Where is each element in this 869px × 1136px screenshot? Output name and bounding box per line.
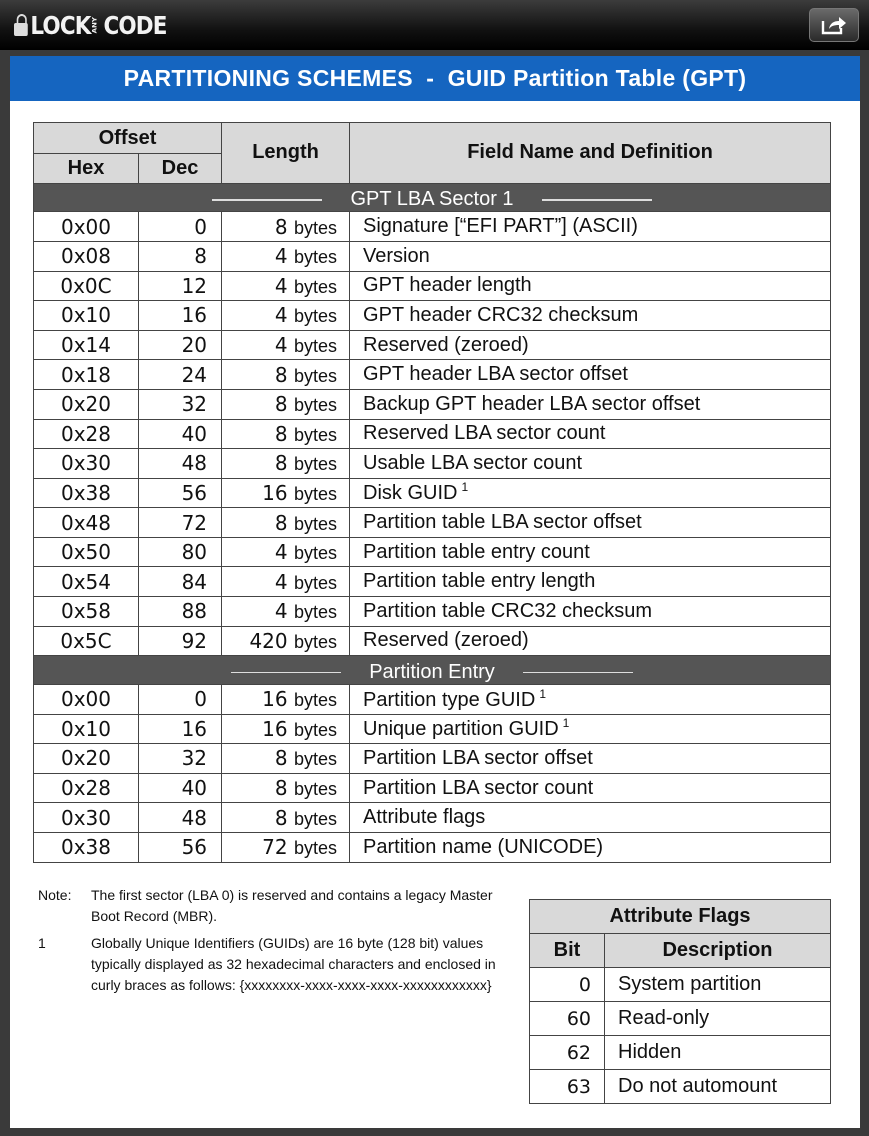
field-name [350, 597, 831, 627]
dec-offset: 0 [139, 685, 222, 715]
field-name-text: Disk GUID [363, 482, 458, 505]
length-unit: bytes [293, 217, 338, 238]
dec-offset: 92 [139, 626, 222, 656]
field-name-text: Backup GPT header LBA sector offset [363, 392, 701, 415]
field-length [222, 330, 350, 360]
offset-header: Offset [34, 123, 222, 154]
field-length [222, 685, 350, 715]
length-value: 8 [274, 805, 288, 830]
field-length [222, 597, 350, 627]
length-unit: bytes [293, 247, 338, 268]
field-name-text: Partition LBA sector offset [363, 746, 593, 769]
field-length [222, 832, 350, 862]
hex-offset: 0x5C [34, 626, 139, 656]
flag-bit: 0 [530, 968, 605, 1002]
field-name [350, 478, 831, 508]
flag-bit: 60 [530, 1002, 605, 1036]
field-name [350, 449, 831, 479]
length-unit: bytes [293, 395, 338, 416]
hex-offset: 0x20 [34, 389, 139, 419]
length-unit: bytes [293, 808, 338, 829]
length-value: 72 [262, 835, 288, 860]
attribute-flags-table [529, 899, 831, 1104]
field-name [350, 419, 831, 449]
table-row [34, 419, 831, 449]
description-header: Description [605, 934, 831, 968]
logo-code-text: CODE [103, 10, 167, 40]
field-name-text: GPT header CRC32 checksum [363, 303, 639, 326]
dec-offset: 40 [139, 773, 222, 803]
length-unit: bytes [293, 719, 338, 740]
footnote-ref: 1 [461, 480, 469, 495]
app-logo [14, 9, 167, 41]
field-name [350, 301, 831, 331]
field-name-text: Attribute flags [363, 806, 486, 829]
length-unit: bytes [293, 572, 338, 593]
page-title: PARTITIONING SCHEMES - GUID Partition Table (GPT) [10, 56, 860, 101]
hex-offset: 0x14 [34, 330, 139, 360]
field-name [350, 360, 831, 390]
length-unit: bytes [293, 454, 338, 475]
hex-offset: 0x50 [34, 537, 139, 567]
field-name [350, 508, 831, 538]
length-value: 4 [274, 599, 288, 624]
hex-offset: 0x38 [34, 478, 139, 508]
field-length [222, 508, 350, 538]
length-value: 8 [274, 214, 288, 239]
note-mark: 1 [38, 935, 46, 951]
field-name-text: GPT header length [363, 274, 532, 297]
table-row [34, 803, 831, 833]
length-value: 4 [274, 244, 288, 269]
field-name [350, 744, 831, 774]
table-row [34, 626, 831, 656]
divider [542, 199, 652, 201]
field-length [222, 419, 350, 449]
dec-offset: 56 [139, 478, 222, 508]
field-name-text: Partition table LBA sector offset [363, 511, 642, 534]
length-value: 4 [274, 273, 288, 298]
logo-any-text: ANY [91, 16, 99, 34]
field-name [350, 212, 831, 242]
section-title: GPT LBA Sector 1 [350, 188, 514, 211]
footnote-ref: 1 [539, 686, 546, 701]
field-length [222, 773, 350, 803]
table-row [34, 597, 831, 627]
flag-description: Read-only [605, 1002, 831, 1036]
dec-offset: 48 [139, 449, 222, 479]
dec-offset: 84 [139, 567, 222, 597]
field-name-text: Reserved (zeroed) [363, 629, 529, 652]
section-header [34, 656, 831, 685]
dec-offset: 8 [139, 241, 222, 271]
table-row [34, 241, 831, 271]
table-row [34, 832, 831, 862]
flag-description: System partition [605, 968, 831, 1002]
section-title: Partition Entry [369, 661, 495, 683]
length-unit: bytes [293, 602, 338, 623]
hex-header: Hex [34, 154, 139, 184]
length-unit: bytes [293, 779, 338, 800]
hex-offset: 0x00 [34, 685, 139, 715]
flag-row [530, 968, 831, 1002]
flag-description: Do not automount [605, 1070, 831, 1104]
field-length [222, 478, 350, 508]
field-name [350, 537, 831, 567]
length-value: 16 [262, 687, 288, 712]
field-length [222, 537, 350, 567]
table-row [34, 360, 831, 390]
field-header: Field Name and Definition [350, 123, 831, 184]
length-unit: bytes [293, 749, 338, 770]
table-row [34, 714, 831, 744]
table-row [34, 330, 831, 360]
table-row [34, 212, 831, 242]
share-icon [820, 14, 848, 36]
length-unit: bytes [293, 424, 338, 445]
field-length [222, 803, 350, 833]
table-row [34, 478, 831, 508]
field-name-text: Partition table CRC32 checksum [363, 599, 653, 622]
hex-offset: 0x54 [34, 567, 139, 597]
flag-bit: 63 [530, 1070, 605, 1104]
bit-header: Bit [530, 934, 605, 968]
hex-offset: 0x30 [34, 803, 139, 833]
table-row [34, 389, 831, 419]
dec-offset: 56 [139, 832, 222, 862]
field-length [222, 301, 350, 331]
section-cell [34, 656, 831, 685]
note-text: Globally Unique Identifiers (GUIDs) are 16 byte (128 bit) values typically displayed as 32 hexadecimal characters and enclosed in curly braces as follows: {xxxxxxxx-xxxx-xxxx-xxxx-xxxxxxxxxxxx} [91, 935, 496, 993]
hex-offset: 0x0C [34, 271, 139, 301]
note-text: The first sector (LBA 0) is reserved and contains a legacy Master Boot Record (MBR). [91, 887, 493, 924]
divider [212, 199, 322, 201]
dec-offset: 16 [139, 301, 222, 331]
field-length [222, 360, 350, 390]
flag-bit: 62 [530, 1036, 605, 1070]
hex-offset: 0x28 [34, 419, 139, 449]
field-name [350, 241, 831, 271]
field-name [350, 803, 831, 833]
hex-offset: 0x48 [34, 508, 139, 538]
dec-offset: 40 [139, 419, 222, 449]
field-name-text: Usable LBA sector count [363, 451, 583, 474]
table-row [34, 271, 831, 301]
length-unit: bytes [293, 513, 338, 534]
table-row [34, 567, 831, 597]
dec-offset: 32 [139, 389, 222, 419]
notes [38, 885, 518, 1002]
dec-header: Dec [139, 154, 222, 184]
divider [523, 672, 633, 674]
length-value: 8 [274, 510, 288, 535]
length-unit: bytes [293, 276, 338, 297]
flag-row [530, 1036, 831, 1070]
dec-offset: 72 [139, 508, 222, 538]
padlock-icon [14, 14, 28, 36]
length-value: 8 [274, 746, 288, 771]
dec-offset: 20 [139, 330, 222, 360]
field-name-text: Unique partition GUID [363, 718, 559, 741]
dec-offset: 80 [139, 537, 222, 567]
field-length [222, 744, 350, 774]
share-button[interactable] [809, 8, 859, 42]
length-value: 8 [274, 362, 288, 387]
length-unit: bytes [293, 336, 338, 357]
dec-offset: 24 [139, 360, 222, 390]
length-value: 8 [274, 392, 288, 417]
note-item [38, 885, 518, 927]
table-row [34, 744, 831, 774]
note-mark: Note: [38, 887, 72, 903]
length-unit: bytes [293, 306, 338, 327]
hex-offset: 0x58 [34, 597, 139, 627]
field-name-text: GPT header LBA sector offset [363, 363, 628, 386]
table-row [34, 773, 831, 803]
field-name [350, 330, 831, 360]
length-unit: bytes [293, 483, 338, 504]
field-length [222, 389, 350, 419]
footnote-ref: 1 [562, 716, 570, 731]
length-value: 16 [262, 480, 288, 505]
field-name [350, 271, 831, 301]
hex-offset: 0x00 [34, 212, 139, 242]
field-name-text: Reserved LBA sector count [363, 422, 606, 445]
table-row [34, 508, 831, 538]
length-header: Length [222, 123, 350, 184]
length-value: 8 [274, 776, 288, 801]
note-item [38, 933, 518, 996]
field-length [222, 714, 350, 744]
gpt-table [33, 122, 831, 863]
top-bar [0, 0, 869, 50]
field-length [222, 212, 350, 242]
length-unit: bytes [293, 690, 338, 711]
field-name [350, 567, 831, 597]
flag-row [530, 1002, 831, 1036]
table-row [34, 449, 831, 479]
length-value: 4 [274, 540, 288, 565]
hex-offset: 0x18 [34, 360, 139, 390]
table-row [34, 301, 831, 331]
field-length [222, 241, 350, 271]
length-value: 420 [249, 628, 288, 653]
hex-offset: 0x20 [34, 744, 139, 774]
field-name-text: Signature [“EFI PART”] (ASCII) [363, 215, 638, 238]
hex-offset: 0x10 [34, 301, 139, 331]
field-name [350, 685, 831, 715]
hex-offset: 0x28 [34, 773, 139, 803]
field-name-text: Partition table entry count [363, 540, 590, 563]
document-page [10, 56, 860, 1128]
hex-offset: 0x30 [34, 449, 139, 479]
field-name-text: Partition type GUID [363, 688, 536, 711]
field-name [350, 389, 831, 419]
length-value: 8 [274, 421, 288, 446]
hex-offset: 0x38 [34, 832, 139, 862]
length-value: 8 [274, 451, 288, 476]
length-value: 4 [274, 569, 288, 594]
field-name-text: Partition table entry length [363, 570, 596, 593]
hex-offset: 0x10 [34, 714, 139, 744]
dec-offset: 16 [139, 714, 222, 744]
field-length [222, 567, 350, 597]
flag-description: Hidden [605, 1036, 831, 1070]
field-name-text: Partition LBA sector count [363, 776, 594, 799]
field-name [350, 773, 831, 803]
field-length [222, 449, 350, 479]
logo-lock-text: LOCK [30, 10, 91, 40]
flag-row [530, 1070, 831, 1104]
section-cell [34, 183, 831, 212]
length-unit: bytes [293, 543, 338, 564]
table-row [34, 537, 831, 567]
length-value: 4 [274, 303, 288, 328]
table-row [34, 685, 831, 715]
field-name [350, 714, 831, 744]
length-value: 16 [262, 716, 288, 741]
field-name-text: Partition name (UNICODE) [363, 835, 604, 858]
divider [231, 672, 341, 674]
field-name [350, 626, 831, 656]
length-unit: bytes [293, 631, 338, 652]
dec-offset: 12 [139, 271, 222, 301]
field-length [222, 271, 350, 301]
section-header [34, 183, 831, 212]
field-length [222, 626, 350, 656]
field-name-text: Reserved (zeroed) [363, 333, 529, 356]
length-unit: bytes [293, 838, 338, 859]
field-name [350, 832, 831, 862]
length-value: 4 [274, 333, 288, 358]
field-name-text: Version [363, 244, 430, 267]
dec-offset: 0 [139, 212, 222, 242]
attribute-flags-title: Attribute Flags [530, 900, 831, 934]
dec-offset: 32 [139, 744, 222, 774]
length-unit: bytes [293, 365, 338, 386]
dec-offset: 88 [139, 597, 222, 627]
hex-offset: 0x08 [34, 241, 139, 271]
dec-offset: 48 [139, 803, 222, 833]
